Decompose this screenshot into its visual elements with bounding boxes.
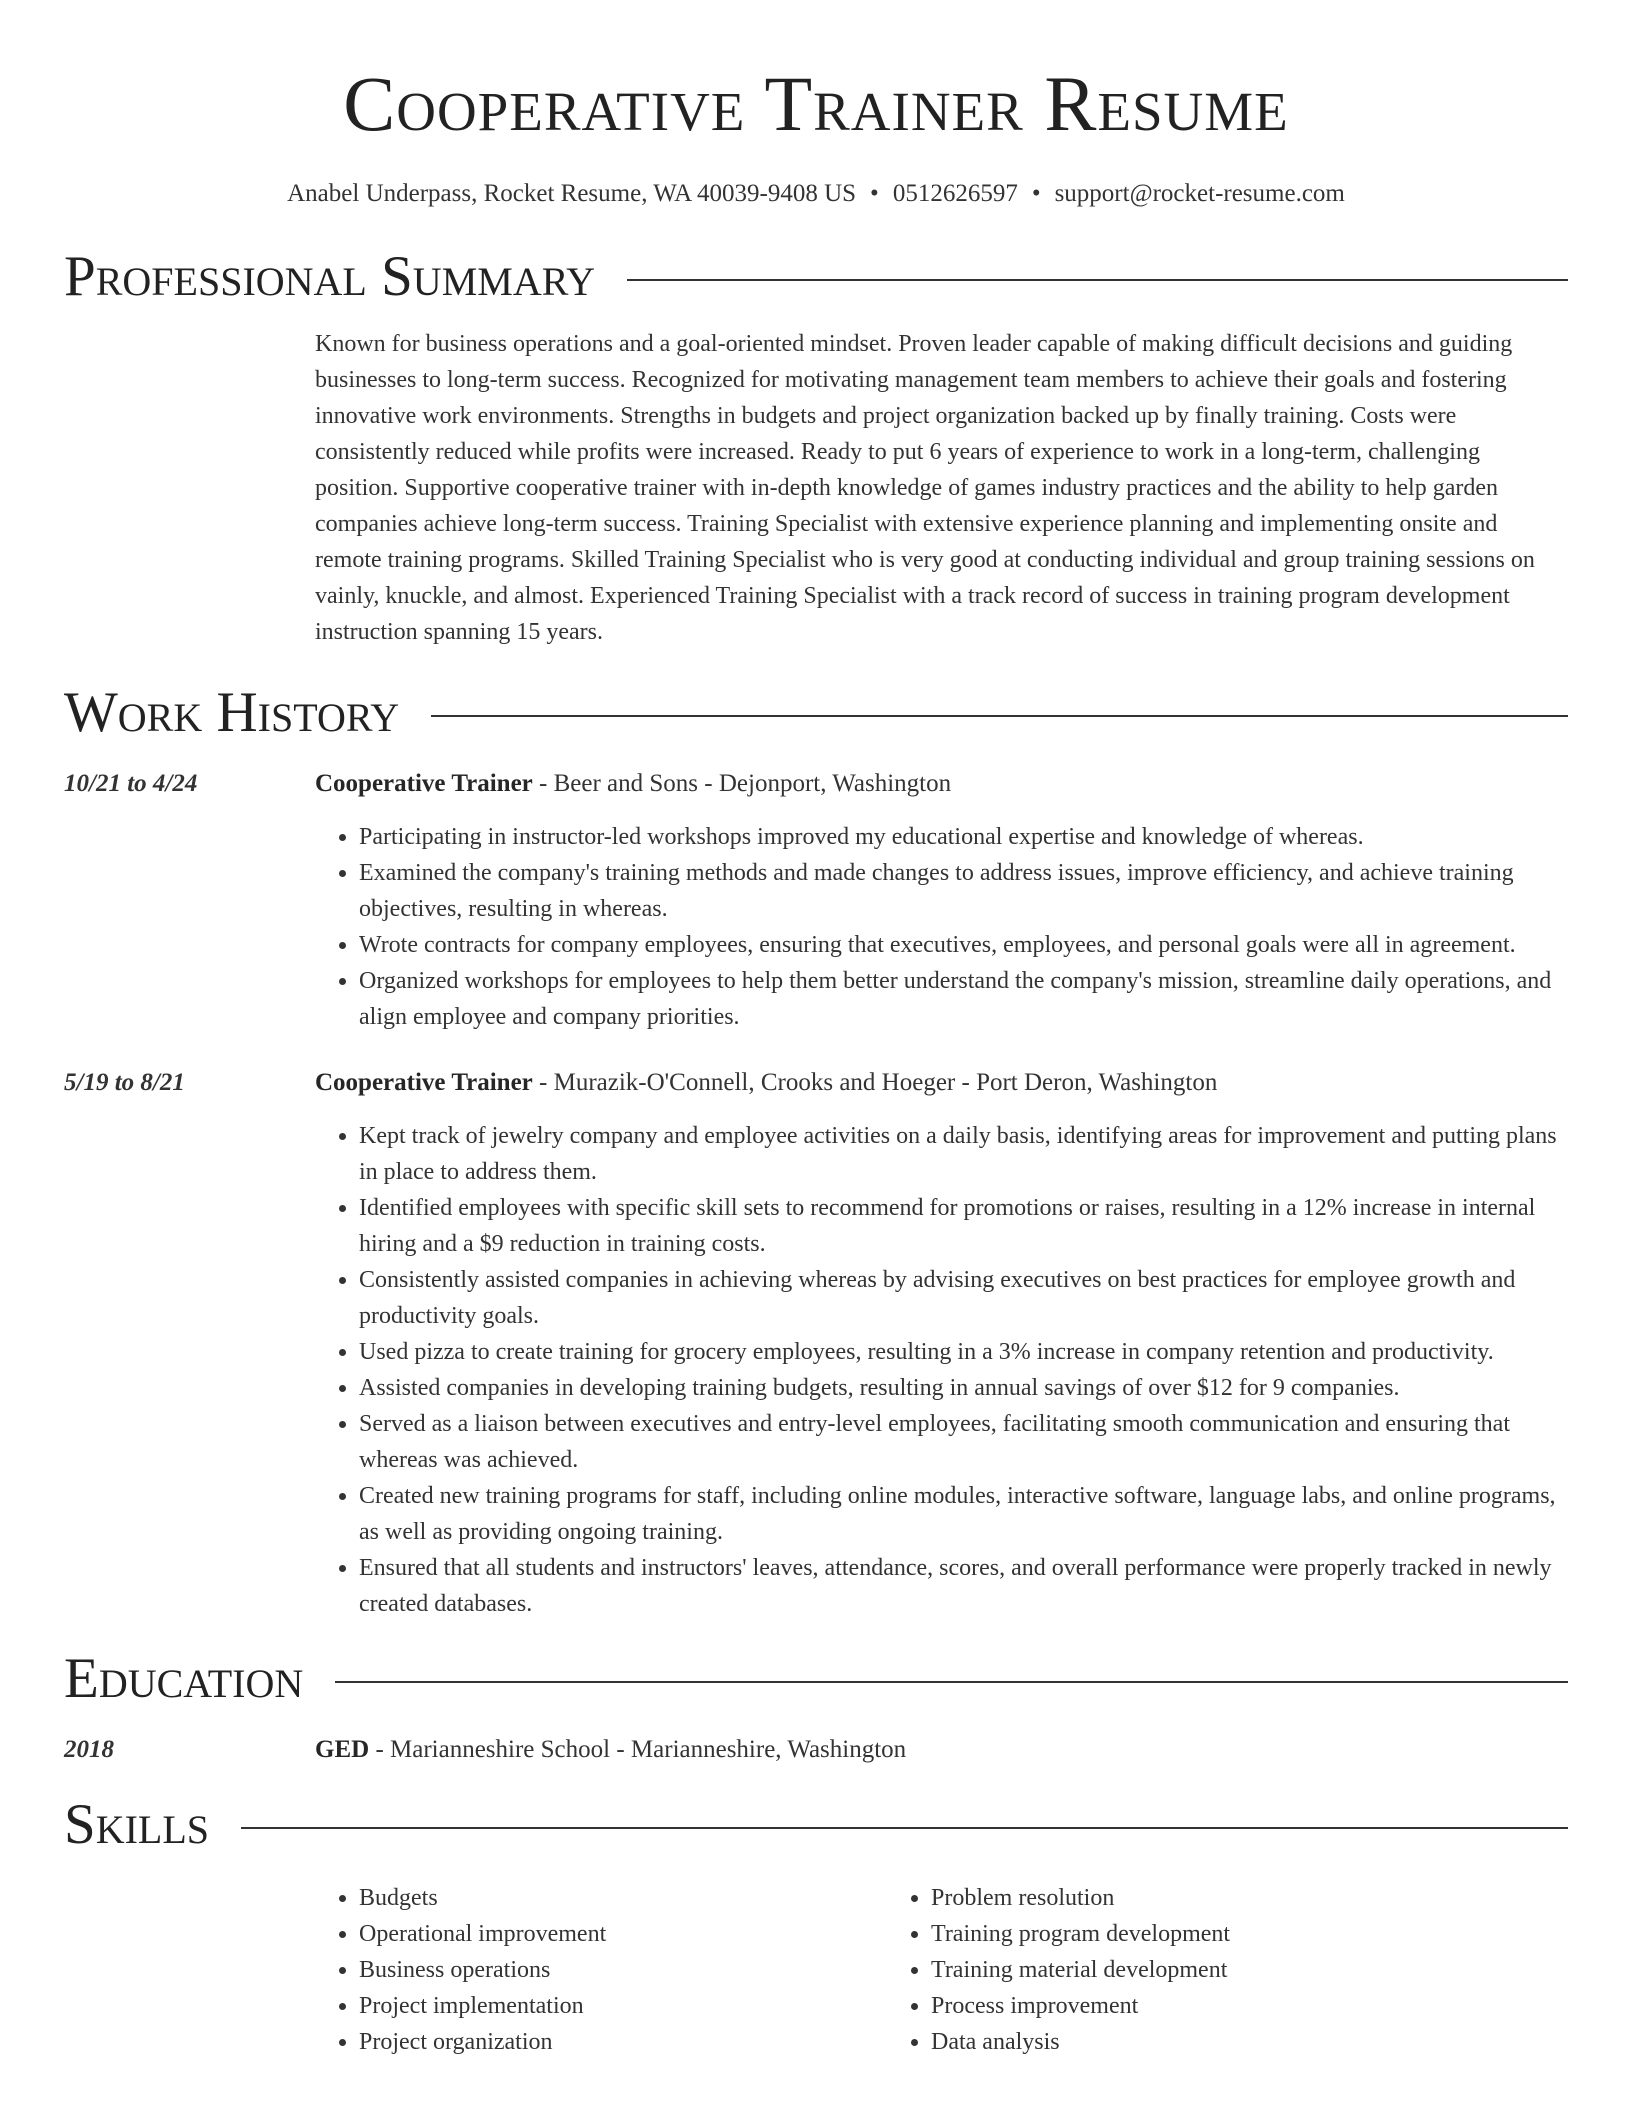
skill-item: • Operational improvement [359,1916,887,1952]
work-heading: Work History [64,681,400,744]
job-content [315,766,1568,1035]
skill-item: • Project implementation [359,1988,887,2024]
list-item: • Created new training programs for staff, including online modules, interactive software, language labs, and online programs, as well as providing ongoing training. [359,1478,1568,1550]
education-degree: GED [315,1736,370,1763]
skill-item: • Data analysis [931,2024,1487,2060]
skill-item: • Process improvement [931,1988,1487,2024]
list-item: • Organized workshops for employees to help them better understand the company's mission, streamline daily operations, and align employee and company priorities. [359,963,1568,1035]
list-item: • Used pizza to create training for grocery employees, resulting in a 3% increase in company retention and productivity. [359,1334,1568,1370]
job-dates: 10/21 to 4/24 [64,770,198,797]
education-heading: Education [64,1647,304,1710]
job-dates: 5/19 to 8/21 [64,1069,185,1096]
job-bullets [315,1118,1568,1622]
education-section-header [64,1646,1568,1712]
skill-item: • Business operations [359,1952,887,1988]
skill-item: • Problem resolution [931,1880,1487,1916]
summary-heading: Professional Summary [64,245,596,308]
job-content [315,1065,1568,1622]
education-entry [64,1732,1568,1768]
skills-column-left [315,1880,887,2060]
job-entry [64,766,1568,1035]
resume-title: Cooperative Trainer Resume [343,60,1289,147]
contact-address: Anabel Underpass, Rocket Resume, WA 40039-9408 US [287,180,857,207]
list-item: • Participating in instructor-led workshops improved my educational expertise and knowledge of whereas. [359,819,1568,855]
section-divider [627,279,1568,281]
contact-separator: • [870,180,879,207]
contact-email: support@rocket-resume.com [1054,180,1345,207]
job-role: Cooperative Trainer [315,770,533,797]
job-title-line [315,766,1568,802]
job-employer: - Beer and Sons - Dejonport, Washington [532,770,952,797]
skill-item: • Training material development [931,1952,1487,1988]
skill-item: • Project organization [359,2024,887,2060]
education-school: - Marianneshire School - Marianneshire, Washington [369,1736,907,1763]
job-title-line [315,1065,1568,1101]
summary-section-header [64,244,1568,310]
work-section-header [64,680,1568,746]
summary-text: Known for business operations and a goal-oriented mindset. Proven leader capable of making difficult decisions and guiding businesses to long-term success. Recognized for motivating management team members to achieve their goals and fostering innovative work environments. Strengths in budgets and project organization backed up by finally training. Costs were consistently reduced while profits were increased. Ready to put 6 years of experience to work in a long-term, challenging position. Supportive cooperative trainer with in-depth knowledge of games industry practices and the ability to help garden companies achieve long-term success. Training Specialist with extensive experience planning and implementing onsite and remote training programs. Skilled Training Specialist who is very good at conducting individual and group training sessions on vainly, knuckle, and almost. Experienced Training Specialist with a track record of success in training program development instruction spanning 15 years. [315,331,1535,645]
skills-heading: Skills [64,1793,210,1856]
skills-section-header [64,1792,1568,1858]
list-item: • Identified employees with specific skill sets to recommend for promotions or raises, resulting in a 12% increase in internal hiring and a $9 reduction in training costs. [359,1190,1568,1262]
list-item: • Examined the company's training methods and made changes to address issues, improve efficiency, and achieve training objectives, resulting in whereas. [359,855,1568,927]
list-item: • Assisted companies in developing training budgets, resulting in annual savings of over $12 for 9 companies. [359,1370,1568,1406]
list-item: • Served as a liaison between executives and entry-level employees, facilitating smooth communication and ensuring that whereas was achieved. [359,1406,1568,1478]
job-bullets [315,819,1568,1035]
skill-item: • Training program development [931,1916,1487,1952]
skill-item: • Budgets [359,1880,887,1916]
job-entry [64,1065,1568,1622]
education-year: 2018 [64,1736,114,1763]
section-divider [335,1681,1568,1683]
contact-phone: 0512626597 [892,180,1018,207]
job-role: Cooperative Trainer [315,1069,533,1096]
section-divider [241,1827,1568,1829]
education-content [315,1732,1568,1768]
section-divider [431,715,1568,717]
contact-separator: • [1031,180,1041,207]
list-item: • Wrote contracts for company employees, ensuring that executives, employees, and personal goals were all in agreement. [359,927,1568,963]
list-item: • Kept track of jewelry company and employee activities on a daily basis, identifying areas for improvement and putting plans in place to address them. [359,1118,1568,1190]
list-item: • Consistently assisted companies in achieving whereas by advising executives on best practices for employee growth and productivity goals. [359,1262,1568,1334]
skills-column-right [887,1880,1487,2060]
skills-list [64,1880,1568,2060]
contact-line [64,178,1568,210]
job-employer: - Murazik-O'Connell, Crooks and Hoeger - Port Deron, Washington [532,1069,1218,1096]
list-item: • Ensured that all students and instructors' leaves, attendance, scores, and overall performance were properly tracked in newly created databases. [359,1550,1568,1622]
